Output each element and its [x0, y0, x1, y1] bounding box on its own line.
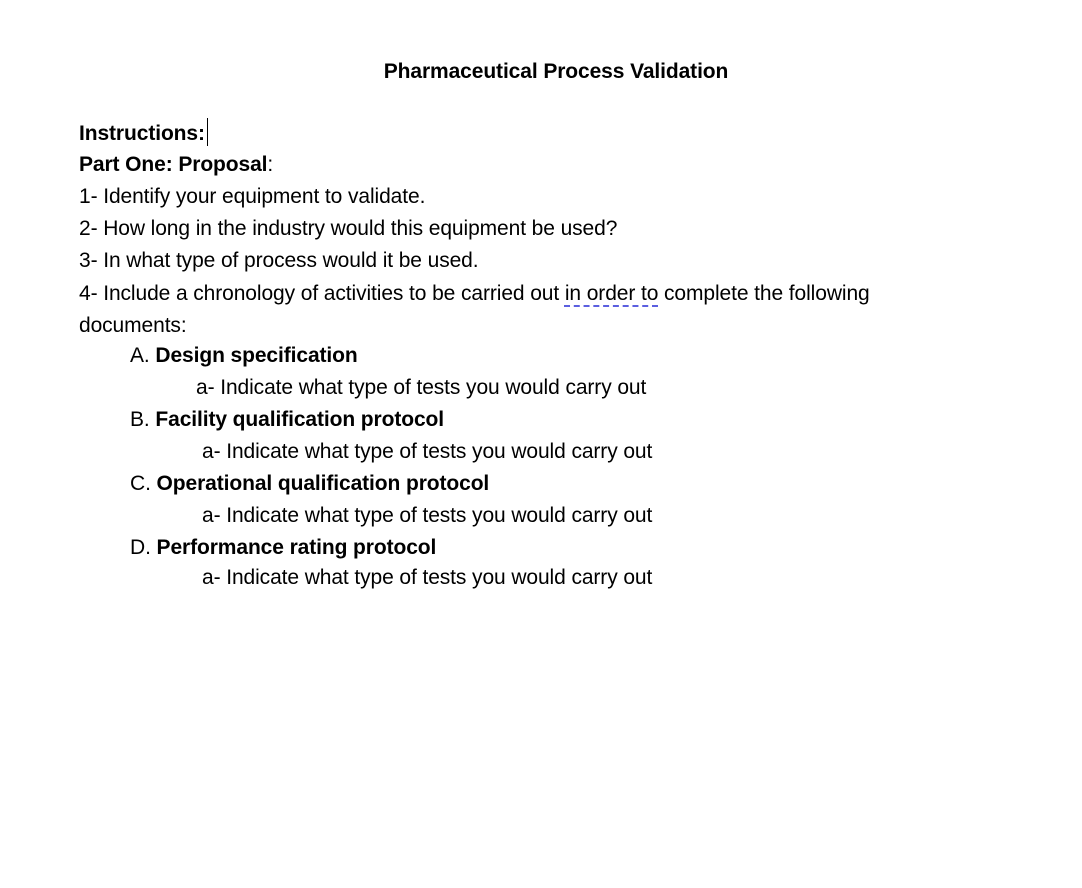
- section-d-subitem: a- Indicate what type of tests you would carry out: [202, 566, 653, 589]
- list-item-4-continuation: documents:: [79, 314, 187, 337]
- instructions-label: Instructions:: [79, 122, 205, 145]
- section-c-letter: C.: [130, 472, 157, 495]
- part-one-colon: :: [267, 153, 274, 176]
- section-b-letter: B.: [130, 408, 156, 431]
- section-a-name: Design specification: [155, 344, 358, 367]
- section-d-letter: D.: [130, 536, 157, 559]
- document-title: Pharmaceutical Process Validation: [383, 60, 729, 83]
- section-a-heading: [130, 341, 358, 371]
- section-d-heading: [130, 533, 436, 563]
- list-item-4-after: complete the following: [658, 282, 870, 305]
- section-c-heading: [130, 469, 489, 499]
- section-c-subitem: a- Indicate what type of tests you would carry out: [202, 504, 653, 527]
- part-one-heading: [79, 150, 273, 180]
- section-c-name: Operational qualification protocol: [156, 472, 490, 495]
- section-d-name: Performance rating protocol: [156, 536, 437, 559]
- part-one-label: Part One: Proposal: [79, 153, 268, 176]
- section-b-subitem: a- Indicate what type of tests you would carry out: [202, 440, 653, 463]
- section-b-name: Facility qualification protocol: [155, 408, 444, 431]
- text-cursor: [207, 118, 209, 146]
- section-b-heading: [130, 405, 444, 435]
- list-item-1: 1- Identify your equipment to validate.: [79, 185, 426, 208]
- grammar-flagged-phrase[interactable]: in order to: [564, 282, 659, 305]
- instructions-heading[interactable]: [79, 118, 208, 149]
- list-item-4-before: 4- Include a chronology of activities to be carried out: [79, 282, 565, 305]
- section-a-letter: A.: [130, 344, 156, 367]
- list-item-4: [79, 279, 870, 309]
- list-item-2: 2- How long in the industry would this equipment be used?: [79, 217, 618, 240]
- section-a-subitem: a- Indicate what type of tests you would carry out: [196, 376, 647, 399]
- list-item-3: 3- In what type of process would it be used.: [79, 249, 479, 272]
